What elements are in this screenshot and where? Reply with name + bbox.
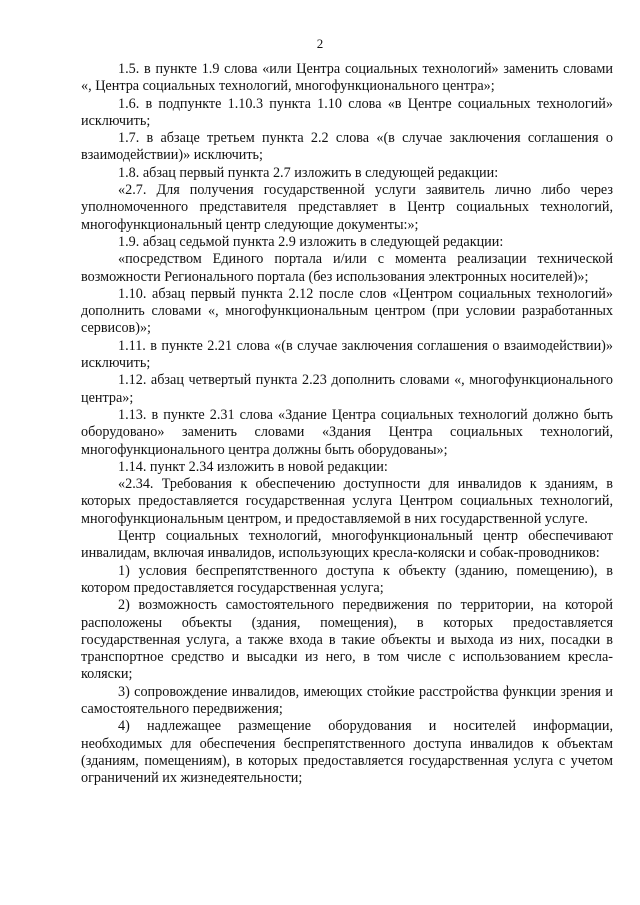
paragraph: «2.34. Требования к обеспечению доступности для инвалидов к зданиям, в которых предоставляется государственная услуга Центром социальных технологий, многофункциональным центром, и предоставляемой в них государственной услуге. <box>81 476 613 527</box>
paragraph: 1.9. абзац седьмой пункта 2.9 изложить в следующей редакции: <box>118 233 504 250</box>
paragraph: «посредством Единого портала и/или с момента реализации технической возможности Регионального портала (без использования электронных носителей)»; <box>81 251 613 285</box>
paragraph: 1) условия беспрепятственного доступа к объекту (зданию, помещению), в котором предоставляется государственная услуга; <box>81 562 613 596</box>
document-body <box>81 61 613 787</box>
paragraph: 1.7. в абзаце третьем пункта 2.2 слова «(в случае заключения соглашения о взаимодействии)» исключить; <box>81 130 613 164</box>
paragraph: «2.7. Для получения государственной услуги заявитель лично либо через уполномоченного представителя представляет в Центр социальных технологий, многофункциональный центр следующие документы:»; <box>81 182 613 233</box>
paragraph: 1.5. в пункте 1.9 слова «или Центра социальных технологий» заменить словами «, Центра социальных технологий, многофункционального центра»; <box>81 61 613 95</box>
page-number: 2 <box>316 36 324 51</box>
paragraph: 4) надлежащее размещение оборудования и носителей информации, необходимых для обеспечения беспрепятственного доступа инвалидов к объектам (зданиям, помещениям), в которых предоставляется государственная услуга с учетом ограничений их жизнедеятельности; <box>81 718 613 787</box>
paragraph: 1.13. в пункте 2.31 слова «Здание Центра социальных технологий должно быть оборудовано» заменить словами «Здания Центра социальных технологий, многофункционального центра должны быть оборудованы»; <box>81 406 613 458</box>
paragraph: 1.12. абзац четвертый пункта 2.23 дополнить словами «, многофункционального центра»; <box>81 372 613 406</box>
paragraph: 1.6. в подпункте 1.10.3 пункта 1.10 слова «в Центре социальных технологий» исключить; <box>81 95 613 129</box>
paragraph: 2) возможность самостоятельного передвижения по территории, на которой расположены объекты (здания, помещения), в которых предоставляется государственная услуга, а также входа в такие объекты и выхода из них, посадки в транспортное средство и высадки из него, в том числе с использованием кресла-коляски; <box>81 597 613 683</box>
paragraph: 1.8. абзац первый пункта 2.7 изложить в следующей редакции: <box>118 164 499 181</box>
paragraph: 3) сопровождение инвалидов, имеющих стойкие расстройства функции зрения и самостоятельного передвижения; <box>81 683 613 717</box>
paragraph: 1.14. пункт 2.34 изложить в новой редакции: <box>118 458 388 475</box>
paragraph: 1.11. в пункте 2.21 слова «(в случае заключения соглашения о взаимодействии)» исключить; <box>81 337 613 372</box>
paragraph: Центр социальных технологий, многофункциональный центр обеспечивают инвалидам, включая инвалидов, использующих кресла-коляски и собак-проводников: <box>81 528 613 562</box>
paragraph: 1.10. абзац первый пункта 2.12 после слов «Центром социальных технологий» дополнить словами «, многофункциональным центром (при условии разработанных сервисов)»; <box>81 285 613 337</box>
